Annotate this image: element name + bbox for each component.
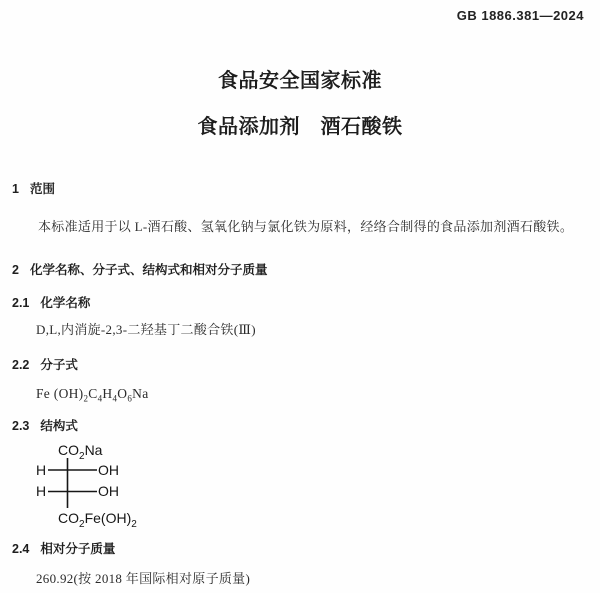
doc-number: GB 1886.381—2024 (456, 8, 584, 23)
section-2-1-title: 化学名称 (40, 296, 91, 310)
section-2-title: 化学名称、分子式、结构式和相对分子质量 (29, 263, 268, 277)
section-2-3-heading (12, 416, 78, 434)
section-2-4-number: 2.4 (12, 542, 30, 556)
molecular-formula-text: Fe $(OH)_2C_4H_4O_6Na$ (36, 386, 149, 404)
section-2-4-title: 相对分子质量 (40, 542, 116, 556)
chemical-name-text: D,L,内消旋-2,3-二羟基丁二酸合铁(Ⅲ) (36, 322, 256, 337)
section-2-3-number: 2.3 (12, 419, 30, 433)
section-2-heading (12, 260, 267, 278)
structure-bottom-group: $CO_2Fe(OH)_2$ (58, 510, 137, 530)
structure-oh-label-1: OH (98, 462, 119, 478)
section-1-number: 1 (12, 182, 19, 196)
section-2-2-number: 2.2 (12, 358, 30, 372)
section-2-number: 2 (12, 263, 19, 277)
section-2-3-title: 结构式 (40, 419, 78, 433)
section-1-heading (12, 179, 55, 197)
section-2-4-heading (12, 539, 115, 557)
section-2-2-heading (12, 355, 78, 373)
section-1-title: 范围 (29, 182, 55, 196)
section-2-2-title: 分子式 (40, 358, 78, 372)
standard-title: 食品安全国家标准 (218, 70, 382, 92)
structure-h-label-1: H (36, 462, 47, 478)
section-2-1-heading (12, 293, 90, 311)
structure-h-label-2: H (36, 483, 47, 499)
scope-paragraph: 本标准适用于以 L-酒石酸、氢氧化钠与氯化铁为原料，经络合制得的食品添加剂酒石酸铁。 (38, 219, 574, 234)
section-2-1-number: 2.1 (12, 296, 30, 310)
relative-molecular-mass-text: 260.92(按 2018 年国际相对原子质量) (36, 571, 251, 586)
structure-top-group: $CO_2Na$ (58, 442, 103, 462)
standard-subtitle: 食品添加剂 酒石酸铁 (197, 116, 403, 138)
structural-formula-diagram (35, 439, 195, 535)
structure-oh-label-2: OH (98, 483, 119, 499)
